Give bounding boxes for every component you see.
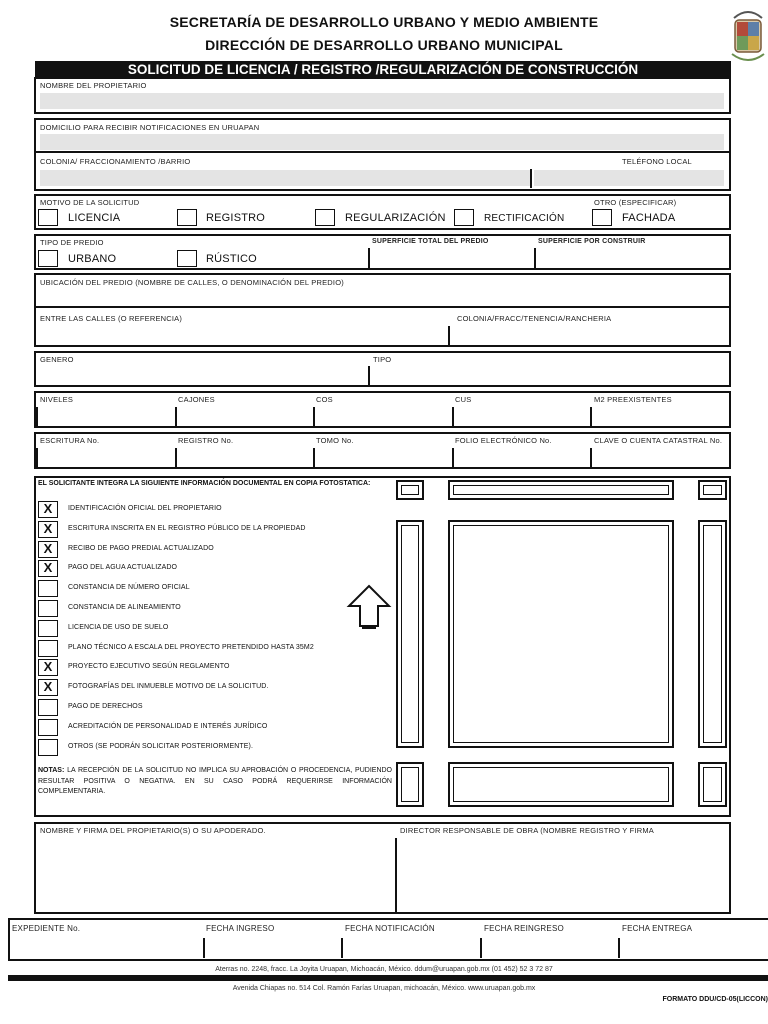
photo-frame-left [396, 520, 424, 748]
clave-catastral-label: CLAVE O CUENTA CATASTRAL No. [594, 436, 723, 445]
entre-calles-label: ENTRE LAS CALLES (O REFERENCIA) [40, 314, 183, 323]
document-item-label: FOTOGRAFÍAS DEL INMUEBLE MOTIVO DE LA SOLICITUD. [68, 683, 269, 690]
photo-frame-small [698, 762, 727, 807]
document-item-label: CONSTANCIA DE NÚMERO OFICIAL [68, 584, 190, 591]
option-fachada: FACHADA [622, 212, 676, 224]
fecha-ingreso-label: FECHA INGRESO [206, 924, 275, 933]
header-direccion: DIRECCIÓN DE DESARROLLO URBANO MUNICIPAL [205, 37, 563, 53]
document-item-label: IDENTIFICACIÓN OFICIAL DEL PROPIETARIO [68, 505, 222, 512]
document-item-label: PAGO DEL AGUA ACTUALIZADO [68, 564, 178, 571]
checkbox-fachada[interactable] [592, 209, 612, 226]
option-rustico: RÚSTICO [206, 253, 257, 265]
footer-rule [8, 975, 768, 981]
phone-input[interactable] [534, 170, 724, 186]
fecha-reingreso-label: FECHA REINGRESO [484, 924, 564, 933]
cus-label: CUS [455, 395, 472, 404]
document-checkbox[interactable]: X [38, 659, 58, 676]
divider [175, 407, 177, 426]
document-item-label: CONSTANCIA DE ALINEAMIENTO [68, 604, 181, 611]
document-item-label: RECIBO DE PAGO PREDIAL ACTUALIZADO [68, 545, 214, 552]
colonia-input[interactable] [40, 170, 530, 186]
form-title: SOLICITUD DE LICENCIA / REGISTRO /REGULARIZACIÓN DE CONSTRUCCIÓN [127, 62, 639, 77]
tipo-label: TIPO [373, 355, 392, 364]
divider [395, 838, 397, 912]
tipo-predio-label: TIPO DE PREDIO [40, 238, 104, 247]
checkbox-rectificacion[interactable] [454, 209, 474, 226]
director-signature-label: DIRECTOR RESPONSABLE DE OBRA (NOMBRE REGISTRO Y FIRMA [400, 826, 654, 835]
superficie-total-label: SUPERFICIE TOTAL DEL PREDIO [372, 238, 489, 245]
divider [313, 407, 315, 426]
photo-frame-top [448, 480, 674, 500]
document-item-label: OTROS (SE PODRÁN SOLICITAR POSTERIORMENTE). [68, 743, 254, 750]
document-checkbox[interactable] [38, 580, 58, 597]
document-item-label: PAGO DE DERECHOS [68, 703, 143, 710]
document-item-label: PLANO TÉCNICO A ESCALA DEL PROYECTO PRETENDIDO HASTA 35M2 [68, 644, 314, 651]
niveles-label: NIVELES [40, 395, 74, 404]
checkbox-rustico[interactable] [177, 250, 197, 267]
owner-name-label: NOMBRE DEL PROPIETARIO [40, 81, 147, 90]
document-item-label: PROYECTO EJECUTIVO SEGÚN REGLAMENTO [68, 663, 230, 670]
expediente-label: EXPEDIENTE No. [12, 924, 81, 933]
document-checkbox[interactable]: X [38, 679, 58, 696]
option-licencia: LICENCIA [68, 212, 121, 224]
footer-address-1: Aterras no. 2248, fracc. La Joyita Uruapan, Michoacán, México. ddum@uruapan.gob.mx (01 452) 52 3 72 87 [215, 966, 553, 973]
divider [590, 448, 592, 467]
document-item-label: ESCRITURA INSCRITA EN EL REGISTRO PÚBLICO DE LA PROPIEDAD [68, 525, 306, 532]
option-regularizacion: REGULARIZACIÓN [345, 212, 446, 224]
photo-frame-right [698, 520, 727, 748]
documents-notes [38, 766, 392, 798]
divider [368, 366, 370, 385]
otro-label: OTRO (ESPECIFICAR) [594, 198, 677, 207]
document-checkbox[interactable] [38, 620, 58, 637]
registro-label: REGISTRO No. [178, 436, 234, 445]
document-checkbox[interactable] [38, 739, 58, 756]
divider [618, 938, 620, 958]
header-secretaria: SECRETARÍA DE DESARROLLO URBANO Y MEDIO AMBIENTE [169, 14, 599, 30]
footer-address-2: Avenida Chiapas no. 514 Col. Ramón Farías Uruapan, michoacán, México. www.uruapan.gob.mx [232, 985, 536, 992]
colonia-label: COLONIA/ FRACCIONAMIENTO /BARRIO [40, 157, 191, 166]
document-checkbox[interactable] [38, 600, 58, 617]
divider [480, 938, 482, 958]
checkbox-urbano[interactable] [38, 250, 58, 267]
signatures-box [34, 822, 731, 914]
document-checkbox[interactable] [38, 719, 58, 736]
document-checkbox[interactable]: X [38, 541, 58, 558]
address-label: DOMICILIO PARA RECIBIR NOTIFICACIONES EN URUAPAN [40, 123, 260, 132]
checkbox-registro[interactable] [177, 209, 197, 226]
motivo-label: MOTIVO DE LA SOLICITUD [40, 198, 140, 207]
format-code: FORMATO DDU/CD-05(LICCON) [662, 996, 768, 1003]
address-input[interactable] [40, 134, 724, 150]
genero-label: GENERO [40, 355, 74, 364]
document-item-label: LICENCIA DE USO DE SUELO [68, 624, 169, 631]
divider [175, 448, 177, 467]
divider [534, 248, 536, 268]
escritura-label: ESCRITURA No. [40, 436, 100, 445]
document-checkbox[interactable]: X [38, 521, 58, 538]
cajones-label: CAJONES [178, 395, 215, 404]
ubicacion-label: UBICACIÓN DEL PREDIO (NOMBRE DE CALLES, O DENOMINACIÓN DEL PREDIO) [40, 278, 344, 287]
tomo-label: TOMO No. [316, 436, 354, 445]
option-urbano: URBANO [68, 253, 117, 265]
divider [590, 407, 592, 426]
photo-frame-small [396, 762, 424, 807]
divider [530, 169, 532, 188]
divider [341, 938, 343, 958]
photo-frame-small [396, 480, 424, 500]
superficie-construir-label: SUPERFICIE POR CONSTRUIR [538, 238, 646, 245]
notes-text: LA RECEPCIÓN DE LA SOLICITUD NO IMPLICA SU APROBACIÓN O PROCEDENCIA, PUDIENDO RESULTAR POSITIVA O NEGATIVA. EN SU CASO PODRÁ REQUERIRSE INFORMACIÓN COMPLEMENTARIA. [38, 767, 392, 795]
documents-intro: EL SOLICITANTE INTEGRA LA SIGUIENTE INFORMACIÓN DOCUMENTAL EN COPIA FOTOSTATICA: [38, 480, 371, 487]
municipal-seal-icon [728, 4, 768, 70]
notes-title: NOTAS: [38, 767, 65, 774]
fecha-entrega-label: FECHA ENTREGA [622, 924, 693, 933]
divider [448, 326, 450, 345]
divider [203, 938, 205, 958]
checkbox-regularizacion[interactable] [315, 209, 335, 226]
document-checkbox[interactable] [38, 699, 58, 716]
photo-frame-bottom [448, 762, 674, 807]
document-item-label: ACREDITACIÓN DE PERSONALIDAD E INTERÉS JURÍDICO [68, 723, 268, 730]
divider [36, 306, 729, 308]
fecha-notificacion-label: FECHA NOTIFICACIÓN [345, 924, 435, 933]
divider [36, 151, 729, 153]
photo-frame-small [698, 480, 727, 500]
divider [452, 448, 454, 467]
document-checkbox[interactable]: X [38, 501, 58, 518]
m2-preexistentes-label: M2 PREEXISTENTES [594, 395, 672, 404]
photo-frame-main [448, 520, 674, 748]
divider [36, 448, 38, 467]
divider [313, 448, 315, 467]
document-checkbox[interactable]: X [38, 560, 58, 577]
cos-label: COS [316, 395, 333, 404]
up-arrow-icon [346, 584, 392, 630]
divider [36, 407, 38, 426]
checkbox-licencia[interactable] [38, 209, 58, 226]
colonia-predio-label: COLONIA/FRACC/TENENCIA/RANCHERIA [457, 314, 612, 323]
owner-signature-label: NOMBRE Y FIRMA DEL PROPIETARIO(S) O SU APODERADO. [40, 826, 266, 835]
phone-label: TELÉFONO LOCAL [622, 157, 692, 166]
owner-name-input[interactable] [40, 93, 724, 109]
folio-label: FOLIO ELECTRÓNICO No. [455, 436, 552, 445]
option-rectificacion: RECTIFICACIÓN [484, 213, 565, 224]
document-checkbox[interactable] [38, 640, 58, 657]
divider [368, 248, 370, 268]
divider [452, 407, 454, 426]
option-registro: REGISTRO [206, 212, 266, 224]
